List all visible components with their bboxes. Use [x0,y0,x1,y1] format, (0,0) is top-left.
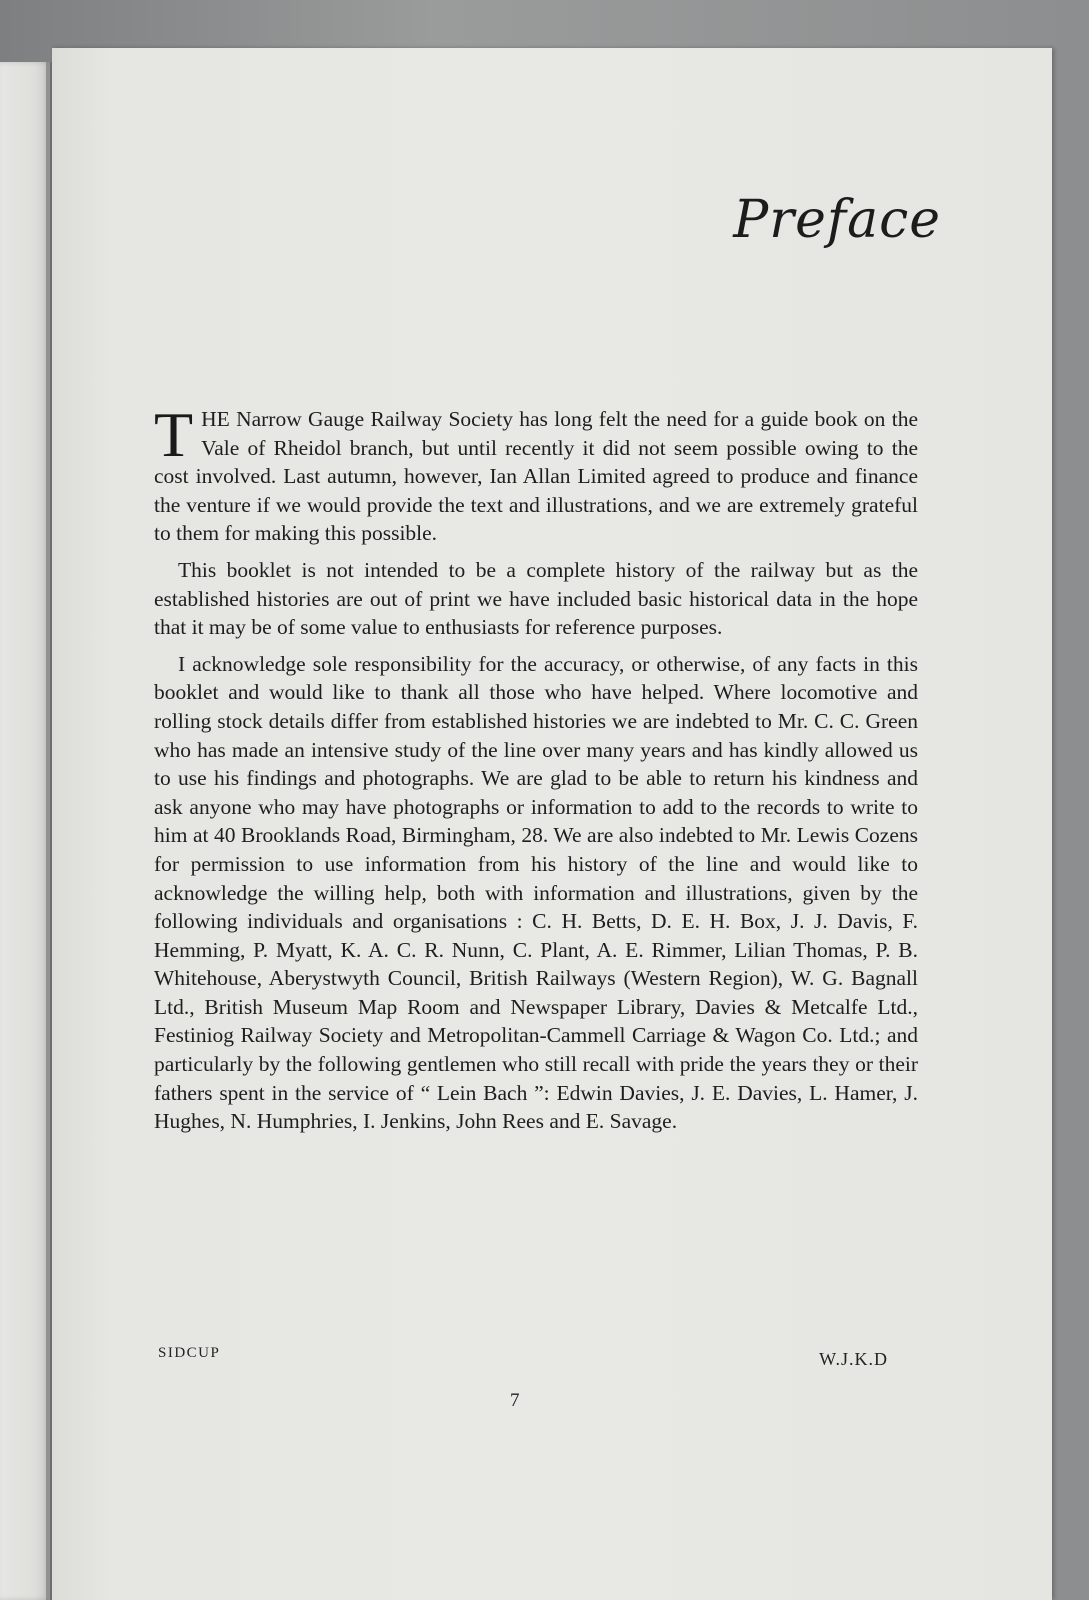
facing-page-edge [0,62,50,1600]
paragraph-2: This booklet is not intended to be a complete history of the railway but as the established histories are out of print we have included basic historical data in the hope that it may be of some value to enthusiasts for reference purposes. [154,557,918,640]
page-number: 7 [510,1390,520,1411]
page-title: Preface [733,190,941,250]
signoff-initials: W.J.K.D [819,1349,888,1369]
paragraph-1 [154,399,918,548]
drop-cap: T [154,399,194,470]
signoff-place: SIDCUP [158,1345,221,1361]
preface-body [154,399,918,1144]
paragraph-1-text: HE Narrow Gauge Railway Society has long felt the need for a guide book on the Vale of Rheidol branch, but until recently it did not seem possible owing to the cost involved. Last autumn, however, Ian Allan Limited agreed to produce and finance the venture if we would provide the text and illustrations, and we are extremely grateful to them for making this possible. [154,407,918,546]
paragraph-3: I acknowledge sole responsibility for the accuracy, or otherwise, of any facts in this booklet and would like to thank all those who have helped. Where locomotive and rolling stock details differ from established histories we are indebted to Mr. C. C. Green who has made an intensive study of the line over many years and has kindly allowed us to use his findings and photographs. We are glad to be able to return his kindness and ask anyone who may have photographs or information to add to the records to write to him at 40 Brooklands Road, Birmingham, 28. We are also indebted to Mr. Lewis Cozens for permission to use information from his history of the line and would like to acknowledge the willing help, both with information and illustrations, given by the following individuals and organisations : C. H. Betts, D. E. H. Box, J. J. Davis, F. Hemming, P. Myatt, K. A. C. R. Nunn, C. Plant, A. E. Rimmer, Lilian Thomas, P. B. Whitehouse, Aberystwyth Council, British Railways (Western Region), W. G. Bagnall Ltd., British Museum Map Room and Newspaper Library, Davies & Metcalfe Ltd., Festiniog Railway Society and Metropolitan-Cammell Carriage & Wagon Co. Ltd.; and particularly by the following gentlemen who still recall with pride the years they or their fathers spent in the service of “ Lein Bach ”: Edwin Davies, J. E. Davies, L. Hamer, J. Hughes, N. Humphries, I. Jenkins, John Rees and E. Savage. [154,651,918,1134]
